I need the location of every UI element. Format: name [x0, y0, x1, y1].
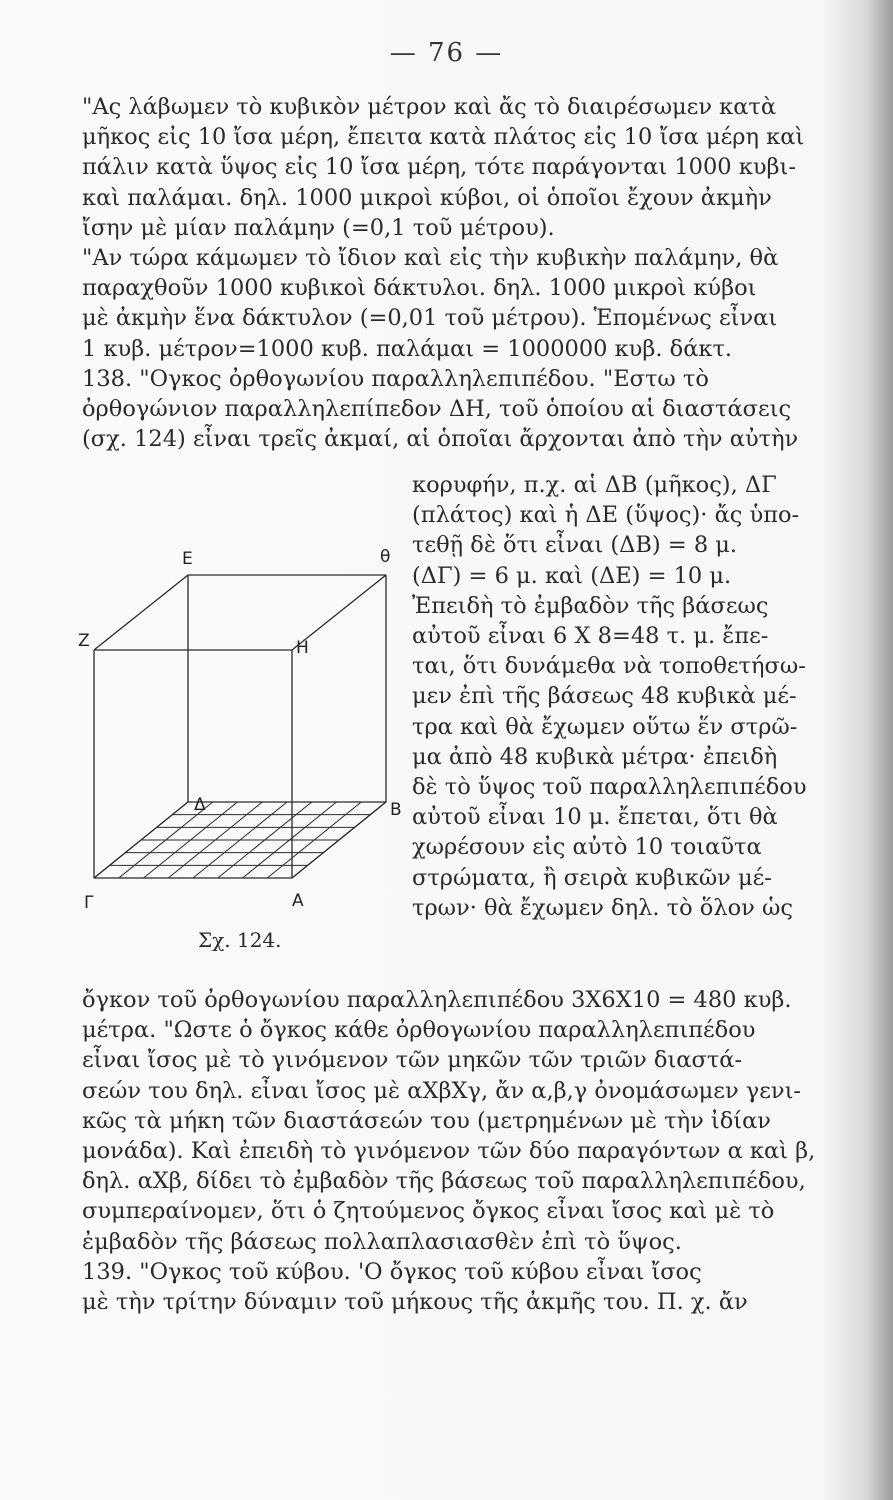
label-Delta: Δ	[194, 795, 206, 815]
text-line: 139. "Ογκος τοῦ κύβου. 'Ο ὄγκος τοῦ κύβου εἶναι ἴσος	[82, 1258, 702, 1285]
text-line: αὐτοῦ εἶναι 10 μ. ἔπεται, ὅτι θὰ	[412, 804, 778, 831]
text-line: σεών του δηλ. εἶναι ἴσος μὲ αXβXγ, ἄν α,β,γ ὀνομάσωμεν γενι-	[82, 1077, 801, 1104]
label-Gamma: Γ	[84, 893, 94, 913]
text-line: καὶ παλάμαι. δηλ. 1000 μικροὶ κύβοι, οἱ ὁποῖοι ἔχουν ἀκμὴν	[82, 184, 772, 211]
text-line: στρώματα, ἢ σειρὰ κυβικῶν μέ-	[412, 864, 772, 891]
text-line: ἐμβαδὸν τῆς βάσεως πολλαπλασιασθὲν ἐπὶ τὸ ὕψος.	[82, 1228, 682, 1255]
text-line: ται, ὅτι δυνάμεθα νὰ τοποθετήσω-	[412, 653, 806, 680]
text-line: μῆκος εἰς 10 ἴσα μέρη, ἔπειτα κατὰ πλάτος εἰς 10 ἴσα μέρη καὶ	[82, 124, 805, 151]
text-line: μονάδα). Καὶ ἐπειδὴ τὸ γινόμενον τῶν δύο παραγόντων α καὶ β,	[82, 1138, 816, 1164]
text-line: "Αν τώρα κάμωμεν τὸ ἴδιον καὶ εἰς τὴν κυβικὴν παλάμην, θὰ	[82, 245, 779, 271]
text-line: ὄγκον τοῦ ὀρθογωνίου παραλληλεπιπέδου 3X6X10 = 480 κυβ.	[82, 987, 792, 1013]
text-line: τρα καὶ θὰ ἔχωμεν οὕτω ἕν στρῶ-	[412, 713, 798, 740]
text-line: (ΔΓ) = 6 μ. καὶ (ΔΕ) = 10 μ.	[412, 562, 732, 589]
text-line: κῶς τὰ μήκη τῶν διαστάσεών του (μετρημένων μὲ τὴν ἰδίαν	[82, 1107, 771, 1134]
label-E: E	[182, 549, 193, 569]
label-H: H	[296, 638, 309, 658]
label-theta: θ	[380, 547, 391, 567]
text-line: μεν ἐπὶ τῆς βάσεως 48 κυβικὰ μέ-	[412, 683, 797, 710]
text-line: "Ας λάβωμεν τὸ κυβικὸν μέτρον καὶ ἄς τὸ διαιρέσωμεν κατὰ	[82, 94, 777, 120]
text-line: 1 κυβ. μέτρον=1000 κυβ. παλάμαι = 1000000 κυβ. δάκτ.	[82, 335, 733, 362]
text-line: συμπεραίνομεν, ὅτι ὁ ζητούμενος ὄγκος εἶναι ἴσος καὶ μὲ τὸ	[82, 1198, 775, 1225]
text-line: αὐτοῦ εἶναι 6 X 8=48 τ. μ. ἔπε-	[412, 623, 769, 649]
text-line: μα ἀπὸ 48 κυβικὰ μέτρα· ἐπειδὴ	[412, 743, 778, 770]
text-line: δὲ τὸ ὕψος τοῦ παραλληλεπιπέδου	[412, 774, 807, 800]
text-line: δηλ. αXβ, δίδει τὸ ἐμβαδὸν τῆς βάσεως τοῦ παραλληλεπιπέδου,	[82, 1168, 806, 1195]
figure-caption: Σχ. 124.	[198, 928, 282, 952]
text-line: (σχ. 124) εἶναι τρεῖς ἀκμαί, αἱ ὁποῖαι ἄρχονται ἀπὸ τὴν αὐτὴν	[82, 426, 799, 453]
label-A: A	[292, 891, 304, 911]
text-line: παραχθοῦν 1000 κυβικοὶ δάκτυλοι. δηλ. 1000 μικροὶ κύβοι	[82, 275, 757, 302]
label-B: B	[390, 800, 402, 820]
text-line: ὀρθογώνιον παραλληλεπίπεδον ΔΗ, τοῦ ὁποίου αἱ διαστάσεις	[82, 396, 792, 422]
text-line: κορυφήν, π.χ. αἱ ΔΒ (μῆκος), ΔΓ	[412, 472, 777, 498]
text-line: ἴσην μὲ μίαν παλάμην (=0,1 τοῦ μέτρου).	[82, 214, 555, 241]
label-Z: Z	[78, 631, 90, 651]
text-line: Ἐπειδὴ τὸ ἐμβαδὸν τῆς βάσεως	[412, 592, 769, 619]
text-line: τεθῇ δὲ ὅτι εἶναι (ΔΒ) = 8 μ.	[412, 532, 738, 559]
parallelepiped-figure	[70, 540, 410, 930]
text-line: μὲ τὴν τρίτην δύναμιν τοῦ μήκους τῆς ἀκμῆς του. Π. χ. ἄν	[82, 1289, 748, 1315]
text-line: 138. "Ογκος ὀρθογωνίου παραλληλεπιπέδου. "Εστω τὸ	[82, 365, 709, 392]
text-line: τρων· θὰ ἔχωμεν δηλ. τὸ ὅλον ὡς	[412, 894, 793, 921]
text-line: μέτρα. "Ωστε ὁ ὄγκος κάθε ὀρθογωνίου παραλληλεπιπέδου	[82, 1017, 756, 1044]
page-number: — 76 —	[389, 38, 504, 68]
text-line: (πλάτος) καὶ ἡ ΔΕ (ὕψος)· ἄς ὑπο-	[412, 502, 800, 529]
text-line: χωρέσουν εἰς αὐτὸ 10 τοιαῦτα	[412, 834, 762, 861]
base-grid	[94, 802, 386, 878]
text-line: εἶναι ἴσος μὲ τὸ γινόμενον τῶν μηκῶν τῶν τριῶν διαστά-	[82, 1047, 743, 1074]
text-line: πάλιν κατὰ ὕψος εἰς 10 ἴσα μέρη, τότε παράγονται 1000 κυβι-	[82, 154, 796, 181]
text-line: μὲ ἀκμὴν ἕνα δάκτυλον (=0,01 τοῦ μέτρου). Ἑπομένως εἶναι	[82, 305, 778, 332]
